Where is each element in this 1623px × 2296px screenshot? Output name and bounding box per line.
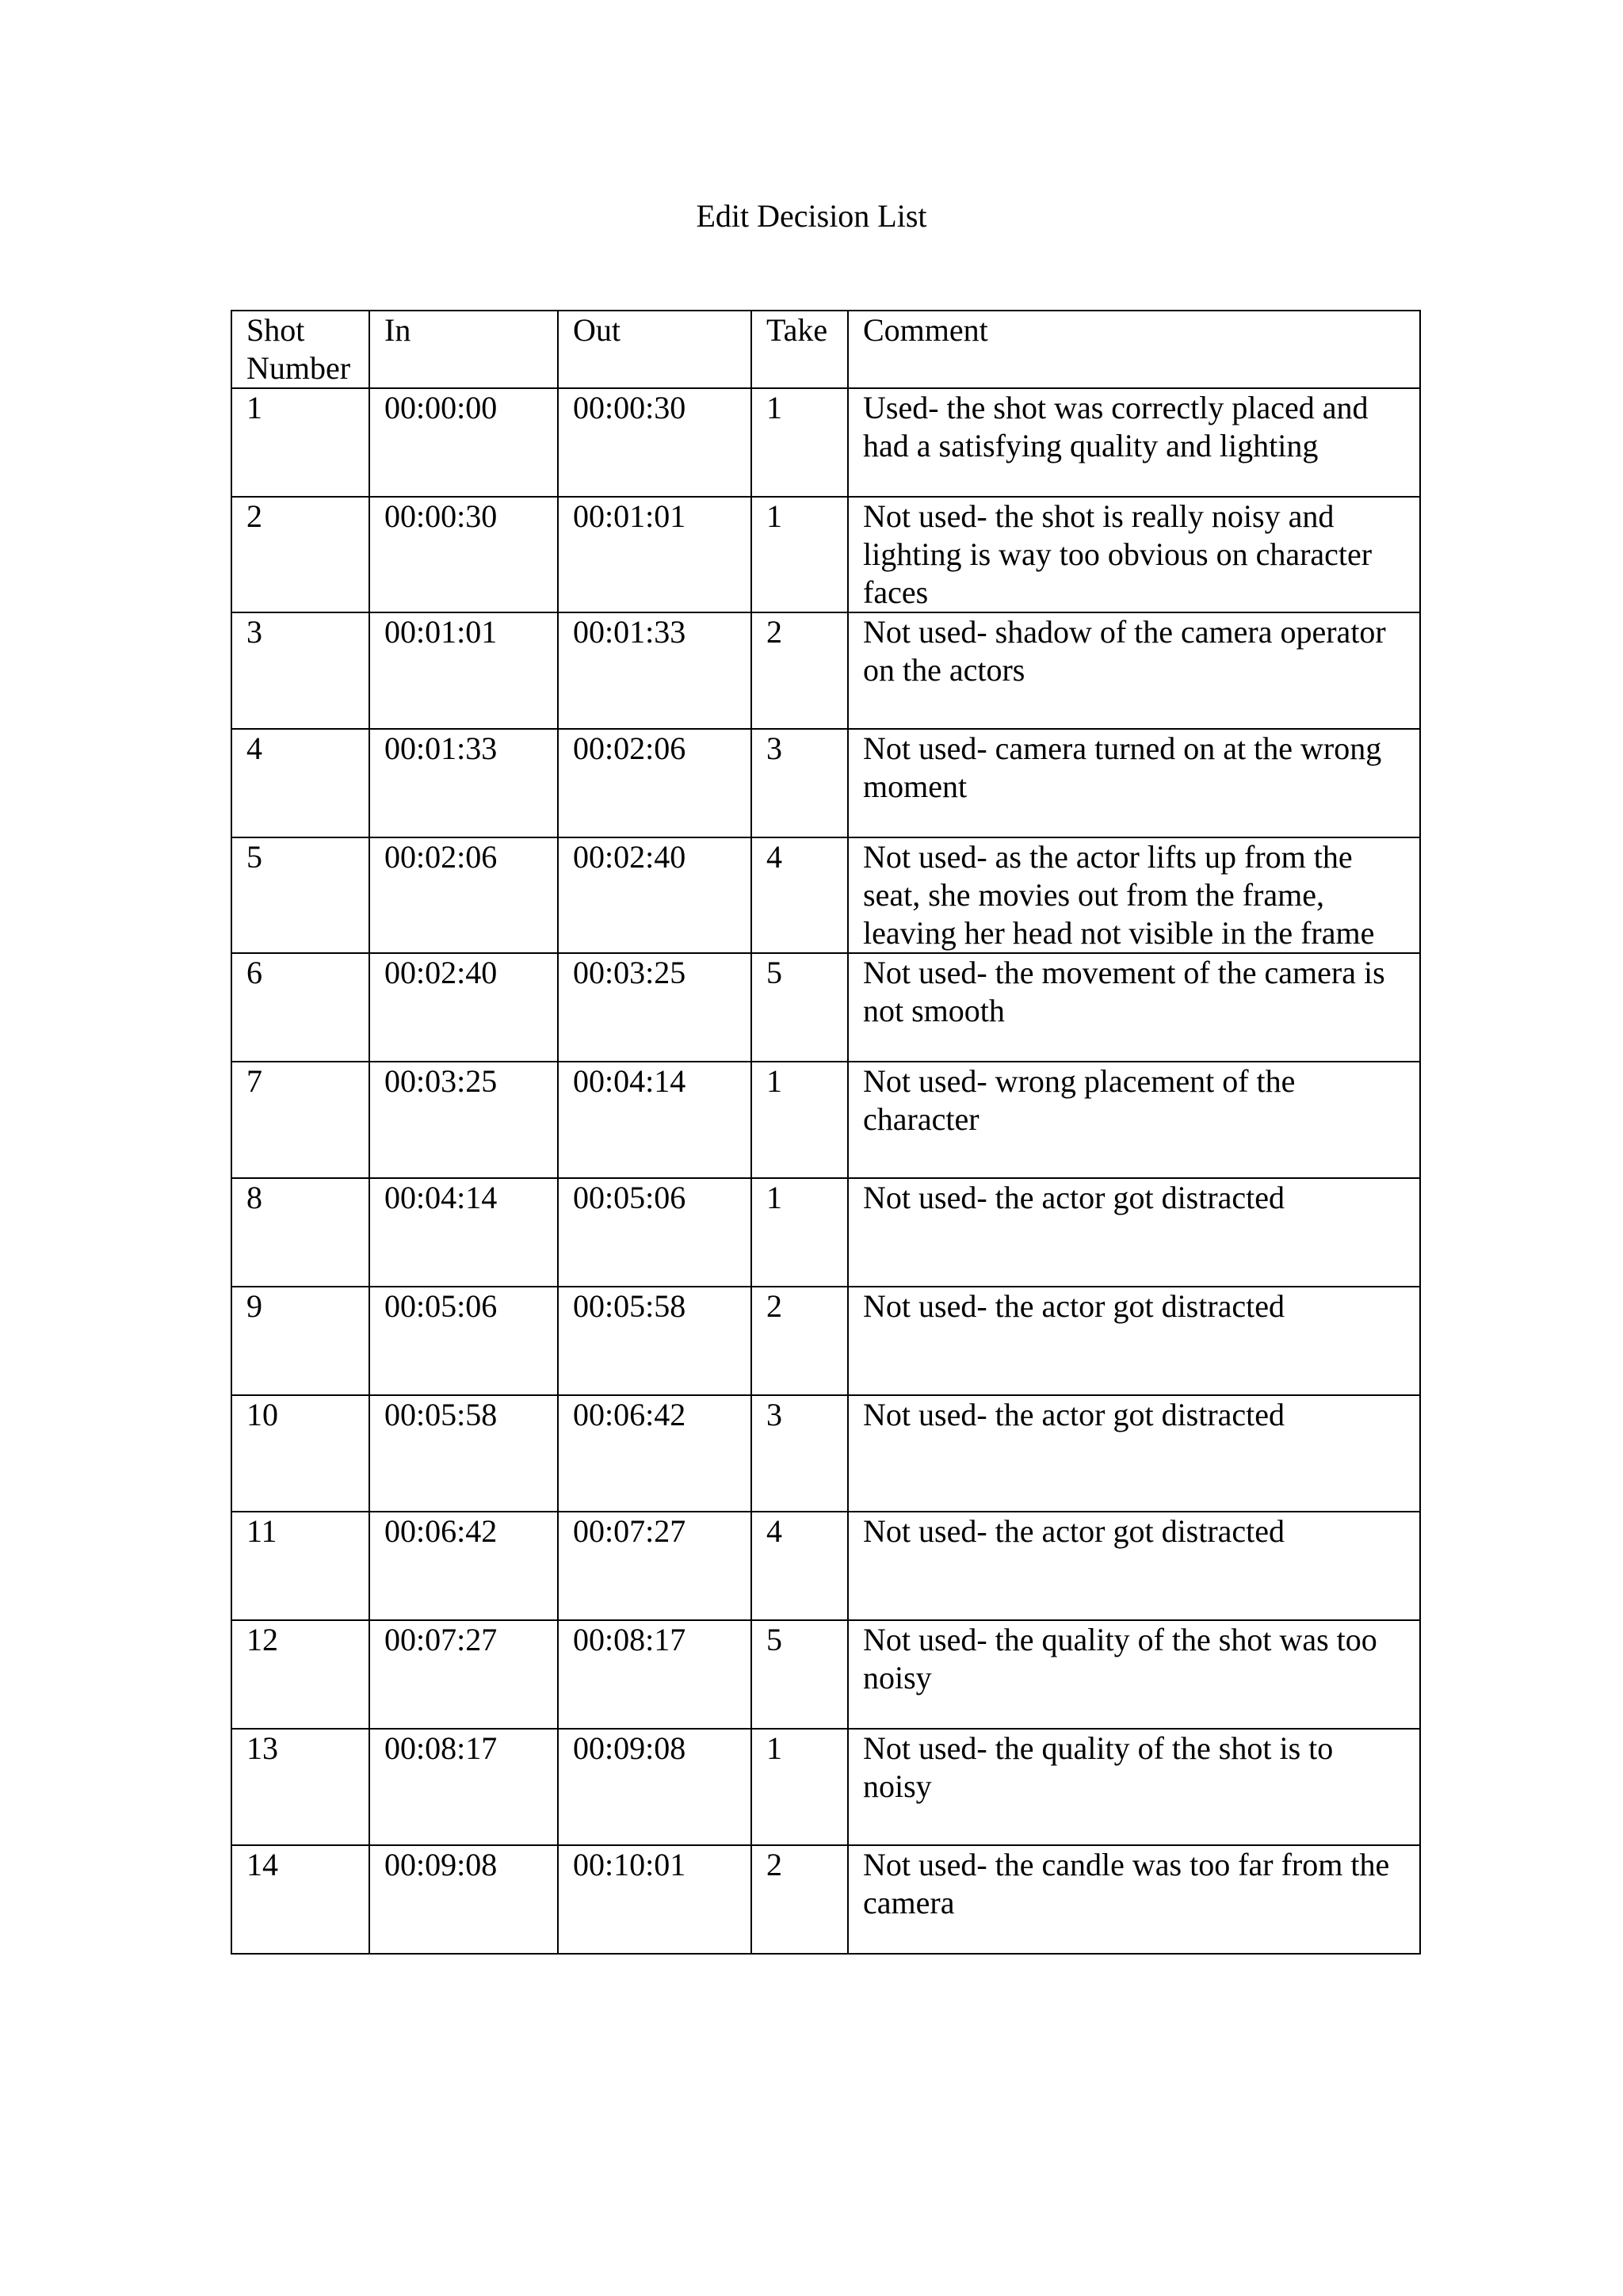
cell-in: 00:06:42 [369, 1512, 558, 1620]
cell-shot-number: 1 [231, 388, 369, 497]
table-header-row [231, 311, 1420, 388]
table-row [231, 1620, 1420, 1729]
table-row [231, 1287, 1420, 1395]
cell-out: 00:10:01 [558, 1845, 751, 1954]
cell-take: 4 [751, 1512, 848, 1620]
table-row [231, 388, 1420, 497]
cell-in: 00:02:40 [369, 953, 558, 1062]
table-row [231, 497, 1420, 612]
cell-comment: Used- the shot was correctly placed and had a satisfying quality and lighting [848, 388, 1420, 497]
cell-in: 00:02:06 [369, 837, 558, 953]
table-row [231, 1512, 1420, 1620]
cell-comment: Not used- the actor got distracted [848, 1512, 1420, 1620]
cell-in: 00:05:58 [369, 1395, 558, 1512]
cell-shot-number: 9 [231, 1287, 369, 1395]
table-row [231, 612, 1420, 729]
cell-comment: Not used- camera turned on at the wrong moment [848, 729, 1420, 837]
table-row [231, 837, 1420, 953]
table-row [231, 729, 1420, 837]
cell-out: 00:00:30 [558, 388, 751, 497]
header-comment: Comment [848, 311, 1420, 388]
cell-shot-number: 5 [231, 837, 369, 953]
cell-comment: Not used- the actor got distracted [848, 1287, 1420, 1395]
cell-shot-number: 6 [231, 953, 369, 1062]
cell-in: 00:07:27 [369, 1620, 558, 1729]
cell-shot-number: 12 [231, 1620, 369, 1729]
cell-take: 1 [751, 388, 848, 497]
cell-take: 4 [751, 837, 848, 953]
header-take: Take [751, 311, 848, 388]
cell-shot-number: 3 [231, 612, 369, 729]
cell-out: 00:03:25 [558, 953, 751, 1062]
cell-in: 00:09:08 [369, 1845, 558, 1954]
cell-shot-number: 13 [231, 1729, 369, 1845]
cell-shot-number: 7 [231, 1062, 369, 1178]
cell-in: 00:08:17 [369, 1729, 558, 1845]
cell-in: 00:05:06 [369, 1287, 558, 1395]
cell-shot-number: 10 [231, 1395, 369, 1512]
table-row [231, 1729, 1420, 1845]
document-title: Edit Decision List [696, 198, 927, 234]
cell-take: 2 [751, 1845, 848, 1954]
cell-take: 5 [751, 1620, 848, 1729]
cell-take: 1 [751, 1062, 848, 1178]
cell-out: 00:07:27 [558, 1512, 751, 1620]
cell-comment: Not used- the candle was too far from the camera [848, 1845, 1420, 1954]
cell-out: 00:05:58 [558, 1287, 751, 1395]
table-row [231, 1178, 1420, 1287]
cell-comment: Not used- wrong placement of the character [848, 1062, 1420, 1178]
cell-in: 00:01:33 [369, 729, 558, 837]
cell-out: 00:08:17 [558, 1620, 751, 1729]
edit-decision-table [231, 310, 1421, 1955]
cell-out: 00:06:42 [558, 1395, 751, 1512]
cell-take: 5 [751, 953, 848, 1062]
cell-out: 00:02:06 [558, 729, 751, 837]
cell-take: 1 [751, 1729, 848, 1845]
cell-in: 00:04:14 [369, 1178, 558, 1287]
cell-in: 00:00:00 [369, 388, 558, 497]
header-in: In [369, 311, 558, 388]
table-row [231, 1845, 1420, 1954]
cell-shot-number: 8 [231, 1178, 369, 1287]
cell-comment: Not used- the actor got distracted [848, 1178, 1420, 1287]
cell-take: 2 [751, 612, 848, 729]
cell-out: 00:04:14 [558, 1062, 751, 1178]
cell-comment: Not used- the movement of the camera is not smooth [848, 953, 1420, 1062]
cell-shot-number: 2 [231, 497, 369, 612]
cell-comment: Not used- shadow of the camera operator on the actors [848, 612, 1420, 729]
cell-shot-number: 4 [231, 729, 369, 837]
cell-take: 2 [751, 1287, 848, 1395]
cell-take: 3 [751, 1395, 848, 1512]
cell-out: 00:01:33 [558, 612, 751, 729]
cell-comment: Not used- the shot is really noisy and lighting is way too obvious on character faces [848, 497, 1420, 612]
cell-shot-number: 11 [231, 1512, 369, 1620]
cell-in: 00:03:25 [369, 1062, 558, 1178]
cell-comment: Not used- the actor got distracted [848, 1395, 1420, 1512]
cell-comment: Not used- as the actor lifts up from the seat, she movies out from the frame, leaving her head not visible in the frame [848, 837, 1420, 953]
cell-out: 00:09:08 [558, 1729, 751, 1845]
cell-in: 00:01:01 [369, 612, 558, 729]
table-row [231, 953, 1420, 1062]
table-row [231, 1395, 1420, 1512]
cell-out: 00:02:40 [558, 837, 751, 953]
cell-comment: Not used- the quality of the shot was too noisy [848, 1620, 1420, 1729]
cell-take: 1 [751, 1178, 848, 1287]
cell-out: 00:05:06 [558, 1178, 751, 1287]
cell-take: 3 [751, 729, 848, 837]
header-out: Out [558, 311, 751, 388]
table-row [231, 1062, 1420, 1178]
cell-in: 00:00:30 [369, 497, 558, 612]
cell-take: 1 [751, 497, 848, 612]
header-shot-number: Shot Number [231, 311, 369, 388]
cell-comment: Not used- the quality of the shot is to noisy [848, 1729, 1420, 1845]
cell-out: 00:01:01 [558, 497, 751, 612]
cell-shot-number: 14 [231, 1845, 369, 1954]
